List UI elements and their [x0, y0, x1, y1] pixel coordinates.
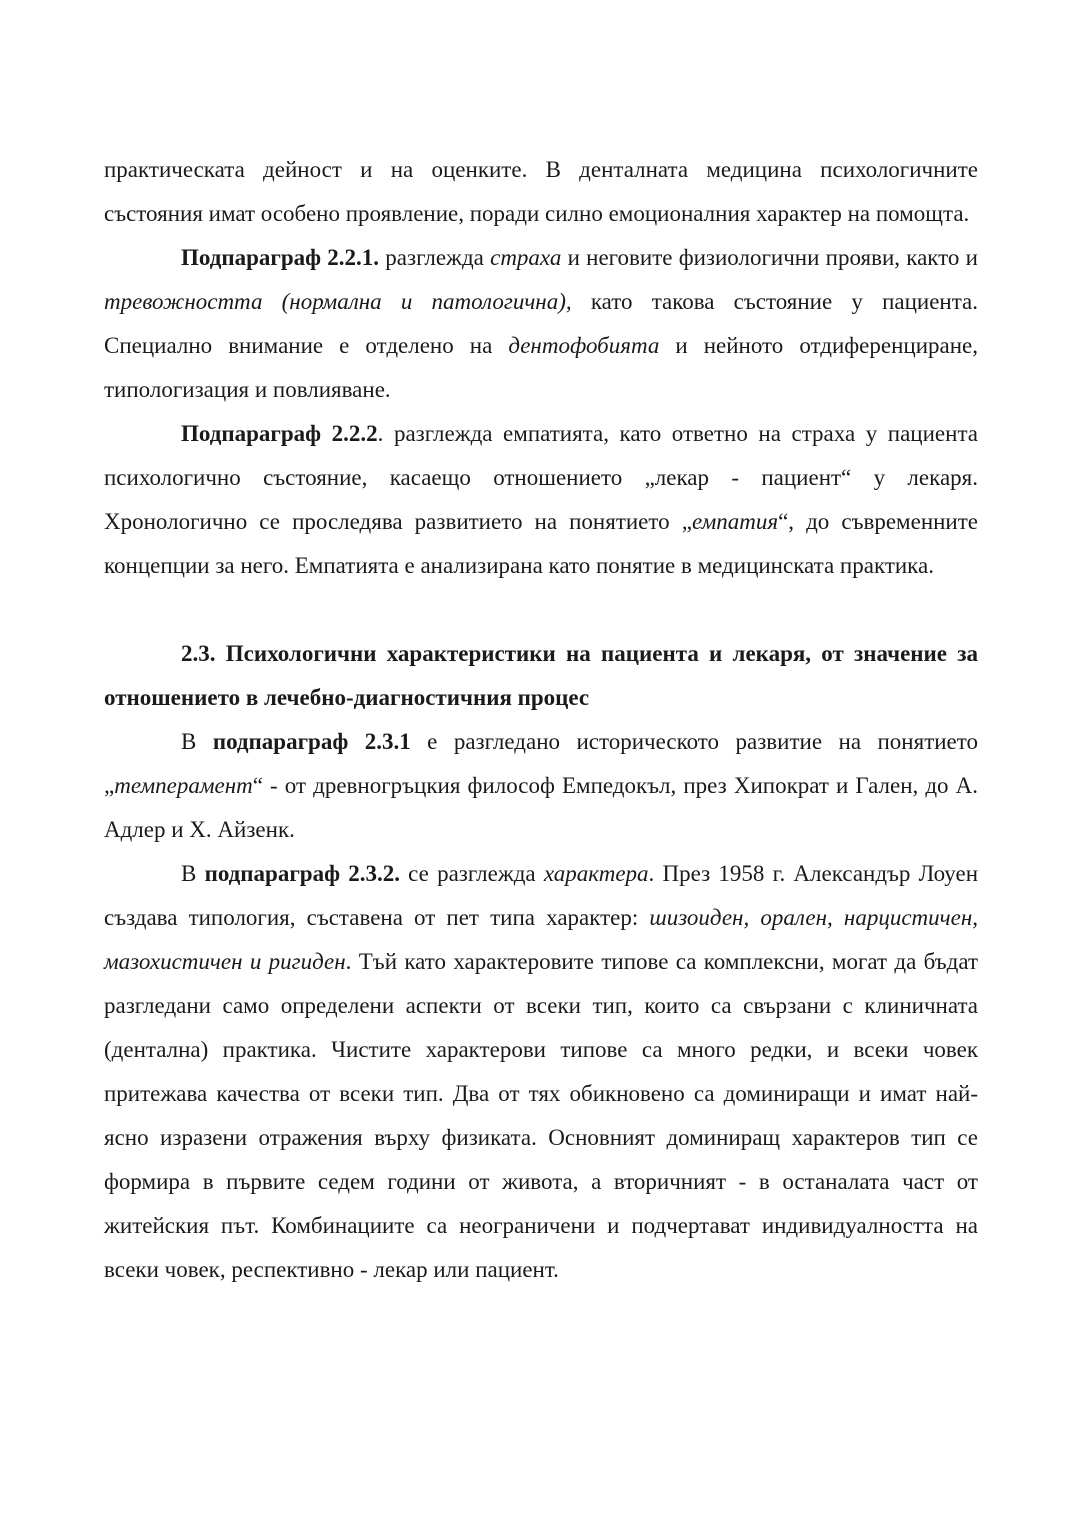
- paragraph-intro: практическата дейност и на оценките. В денталната медицина психологичните състояния имат особено проявление, поради силно емоционалния характер на помощта.: [104, 157, 978, 226]
- subsection-label: подпараграф 2.3.2.: [204, 861, 400, 886]
- term-character: характера: [543, 861, 649, 886]
- paragraph-subsection-2-2-1: Подпараграф 2.2.1. разглежда страха и неговите физиологични прояви, както и тревожността (нормална и патологична), като такова състояние у пациента. Специално внимание е отделено на дентофобията и нейното отдиференциране, типологизация и повлияване.: [104, 245, 979, 402]
- subsection-label: Подпараграф 2.2.2: [181, 421, 378, 446]
- term-dentophobia: дентофобията: [508, 333, 660, 358]
- term-fear: страха: [490, 245, 562, 270]
- subsection-label: Подпараграф 2.2.1.: [181, 245, 380, 270]
- subsection-label: подпараграф 2.3.1: [212, 729, 411, 754]
- body-text: [104, 148, 978, 1292]
- term-empathy: емпатия: [691, 509, 779, 534]
- term-character-types: шизоиден, орален, нарцистичен, мазохистичен и ригиден: [104, 905, 979, 974]
- term-temperament: темперамент: [114, 773, 253, 798]
- section-spacer: [104, 588, 978, 632]
- section-heading-2-3: 2.3. Психологични характеристики на пациента и лекаря, от значение за отношението в лечебно-диагностичния процес: [104, 641, 978, 710]
- paragraph-subsection-2-3-2: В подпараграф 2.3.2. се разглежда характера. През 1958 г. Александър Лоуен създава типология, съставена от пет типа характер: шизоиден, орален, нарцистичен, мазохистичен и ригиден. Тъй като характеровите типове са комплексни, могат да бъдат разгледани само определени аспекти от всеки тип, които са свързани с клиничната (дентална) практика. Чистите характерови типове са много редки, и всеки човек притежава качества от всеки тип. Два от тях обикновено са доминиращи и имат най-ясно изразени отражения върху физиката. Основният доминиращ характеров тип се формира в първите седем години от живота, а вторичният - в останалата част от житейския път. Комбинациите са неограничени и подчертават индивидуалността на всеки човек, респективно - лекар или пациент.: [104, 861, 979, 1282]
- term-anxiety: тревожността (нормална и патологична),: [104, 289, 572, 314]
- paragraph-subsection-2-3-1: В подпараграф 2.3.1 е разгледано историческото развитие на понятието „темперамент“ - от древногръцкия философ Емпедокъл, през Хипократ и Гален, до А. Адлер и Х. Айзенк.: [104, 729, 979, 842]
- paragraph-subsection-2-2-2: Подпараграф 2.2.2. разглежда емпатията, като ответно на страха у пациента психологично състояние, касаещо отношението „лекар - пациент“ у лекаря. Хронологично се проследява развитието на понятието „емпатия“, до съвременните концепции за него. Емпатията е анализирана като понятие в медицинската практика.: [104, 421, 979, 578]
